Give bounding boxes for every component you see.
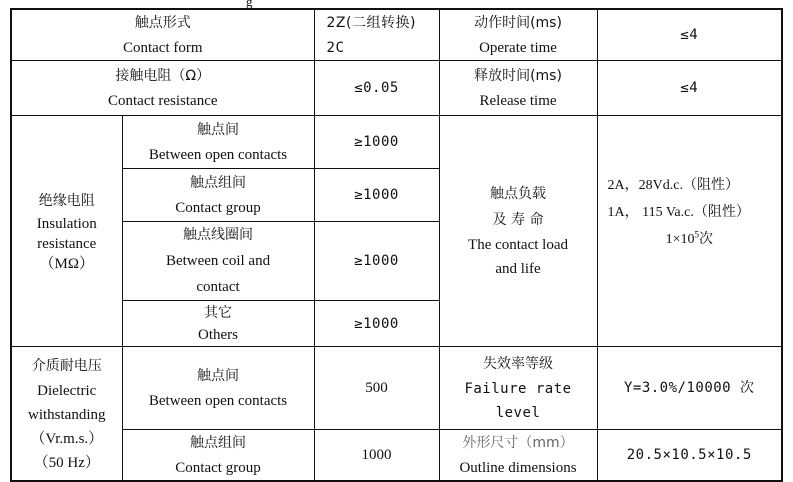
contact-load-label	[439, 116, 597, 347]
row-dielectric-contact-group	[11, 430, 782, 482]
dielectric-contact-group-en: Contact group	[175, 460, 261, 476]
dielectric-contact-group-value	[314, 430, 439, 482]
dielectric-label-en2: withstanding	[28, 406, 106, 423]
insulation-coil-contact-label	[122, 222, 314, 301]
outline-dimensions-zh: 外形尺寸（mm）	[462, 435, 574, 451]
contact-load-line2-val: 115 Va.c.	[642, 205, 694, 220]
dielectric-contact-group-label	[122, 430, 314, 482]
release-time-value	[597, 61, 782, 116]
insulation-contact-group-en: Contact group	[175, 200, 261, 216]
cropped-text-fragment: g	[246, 0, 253, 9]
contact-load-line3-exp: 5	[694, 229, 699, 240]
contact-form-label-en: Contact form	[122, 40, 203, 56]
insulation-coil-contact-zh: 触点线圈间	[183, 227, 253, 243]
contact-load-line1-num: 2A，	[607, 178, 639, 193]
contact-resistance-label	[11, 61, 314, 116]
insulation-label-zh: 绝缘电阻	[38, 193, 95, 209]
contact-form-label	[11, 9, 314, 61]
contact-load-line2-note: （阻性）	[693, 204, 750, 220]
contact-form-value-zh: 2Z(二组转换)	[326, 15, 416, 31]
release-time-label-zh: 释放时间(ms)	[474, 68, 562, 84]
contact-resistance-label-en: Contact resistance	[107, 93, 218, 109]
contact-load-zh2: 及 寿 命	[492, 212, 544, 228]
top-fragment-strip	[0, 0, 793, 8]
contact-load-line2	[602, 199, 778, 226]
outline-dimensions-en: Outline dimensions	[459, 460, 577, 476]
insulation-coil-contact-en1: Between coil and	[165, 253, 271, 269]
failure-rate-label	[439, 347, 597, 430]
failure-rate-en1: Failure rate	[464, 381, 572, 397]
insulation-coil-contact-value	[314, 222, 439, 301]
release-time-value-text: ≤4	[680, 80, 699, 96]
contact-load-line3-base: 1×10	[665, 232, 695, 247]
operate-time-value	[597, 9, 782, 61]
contact-load-line1	[602, 172, 778, 199]
dielectric-open-contacts-label	[122, 347, 314, 430]
contact-load-line1-note: （阻性）	[682, 177, 739, 193]
contact-load-line1-val: 28Vd.c.	[638, 178, 683, 193]
row-contact-resistance	[11, 61, 782, 116]
insulation-coil-contact-value-text: ≥1000	[354, 253, 399, 269]
insulation-contact-group-label	[122, 169, 314, 222]
row-dielectric-open-contacts	[11, 347, 782, 430]
insulation-open-contacts-zh: 触点间	[197, 122, 239, 138]
contact-resistance-value	[314, 61, 439, 116]
failure-rate-en2: level	[495, 405, 541, 421]
insulation-resistance-label	[11, 116, 122, 347]
insulation-others-value	[314, 301, 439, 347]
contact-load-line2-num: 1A，	[607, 205, 639, 220]
dielectric-open-contacts-value-text: 500	[365, 380, 388, 396]
insulation-open-contacts-en: Between open contacts	[148, 147, 288, 163]
insulation-others-label	[122, 301, 314, 347]
insulation-coil-contact-en2: contact	[196, 279, 240, 295]
release-time-label-en: Release time	[479, 93, 557, 109]
insulation-contact-group-value	[314, 169, 439, 222]
insulation-open-contacts-label	[122, 116, 314, 169]
contact-load-en1: The contact load	[468, 237, 568, 253]
contact-form-label-zh: 触点形式	[134, 15, 191, 31]
contact-load-value	[597, 116, 782, 347]
operate-time-label	[439, 9, 597, 61]
contact-resistance-label-zh: 接触电阻（Ω）	[115, 68, 211, 84]
dielectric-label-zh: 介质耐电压	[31, 357, 102, 374]
dielectric-label-en1: Dielectric	[37, 382, 97, 399]
operate-time-label-en: Operate time	[479, 40, 557, 56]
outline-dimensions-value-text: 20.5×10.5×10.5	[626, 447, 752, 463]
insulation-contact-group-value-text: ≥1000	[354, 187, 399, 203]
dielectric-contact-group-value-text: 1000	[361, 447, 392, 463]
dielectric-contact-group-zh: 触点组间	[190, 435, 246, 451]
contact-resistance-value-text: ≤0.05	[354, 80, 399, 96]
outline-dimensions-value	[597, 430, 782, 482]
outline-dimensions-label	[439, 430, 597, 482]
insulation-others-zh: 其它	[204, 304, 232, 321]
dielectric-open-contacts-zh: 触点间	[197, 368, 239, 384]
row-insulation-open-contacts	[11, 116, 782, 169]
contact-load-zh1: 触点负载	[490, 186, 547, 202]
dielectric-open-contacts-en: Between open contacts	[148, 393, 288, 409]
contact-form-value	[314, 9, 439, 61]
dielectric-open-contacts-value	[314, 347, 439, 430]
insulation-label-unit: （MΩ）	[39, 256, 94, 272]
dielectric-label-unit1: （Vr.m.s.）	[30, 430, 104, 447]
contact-form-value-code: 2C	[326, 40, 345, 56]
insulation-contact-group-zh: 触点组间	[190, 175, 246, 191]
release-time-label	[439, 61, 597, 116]
contact-load-line3	[602, 226, 778, 253]
insulation-open-contacts-value	[314, 116, 439, 169]
contact-load-line3-unit: 次	[698, 231, 713, 247]
relay-spec-table	[10, 8, 783, 482]
row-contact-form	[11, 9, 782, 61]
insulation-label-en2: resistance	[37, 236, 97, 252]
insulation-label-en1: Insulation	[36, 216, 97, 232]
failure-rate-zh: 失效率等级	[483, 356, 554, 372]
dielectric-label	[11, 347, 122, 482]
failure-rate-value	[597, 347, 782, 430]
insulation-others-value-text: ≥1000	[354, 315, 399, 332]
insulation-others-en: Others	[198, 326, 238, 343]
dielectric-label-unit2: （50 Hz）	[33, 454, 100, 471]
operate-time-value-text: ≤4	[680, 27, 699, 43]
operate-time-label-zh: 动作时间(ms)	[474, 15, 562, 31]
insulation-open-contacts-value-text: ≥1000	[354, 134, 399, 150]
failure-rate-value-text: Y=3.0%/10000 次	[623, 380, 755, 396]
contact-load-en2: and life	[495, 261, 541, 277]
